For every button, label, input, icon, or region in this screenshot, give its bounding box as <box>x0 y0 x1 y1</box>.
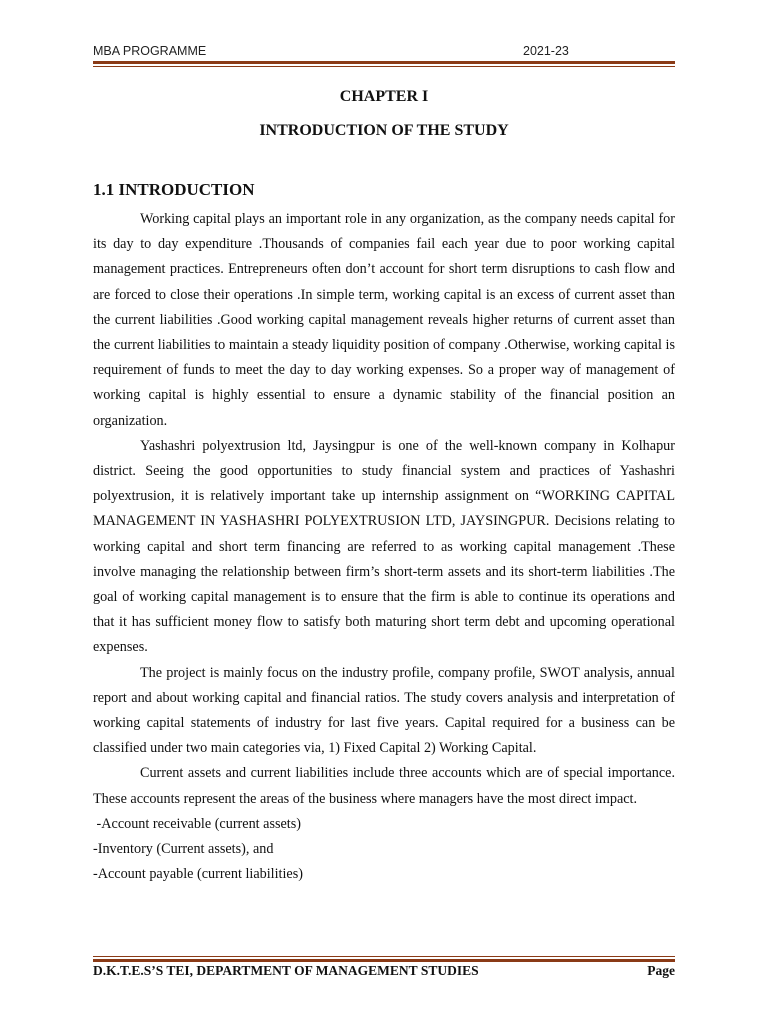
footer-page-label: Page <box>647 963 675 978</box>
paragraph: Working capital plays an important role in any organization, as the company needs capital for its day to day expenditure .Thousands of companies fail each year due to poor working capital management practices. Entrepreneurs often don’t account for short term disruptions to cash flow and are forced to close their operations .In simple term, working capital is an excess of current asset than the current liabilities .Good working capital management reveals higher returns of current asset than the current liabilities to maintain a steady liquidity position of company .Otherwise, working capital is requirement of funds to meet the day to day working expenses. So a proper way of management of working capital is highly essential to ensure a dynamic stability of the financial position an organization. <box>93 211 675 429</box>
footer-department: D.K.T.E.S’S TEI, DEPARTMENT OF MANAGEMENT STUDIES <box>93 963 479 978</box>
list-item: -Account payable (current liabilities) <box>93 866 303 883</box>
header-program: MBA PROGRAMME <box>93 44 207 58</box>
chapter-title: INTRODUCTION OF THE STUDY <box>259 122 509 139</box>
list-item: -Inventory (Current assets), and <box>93 841 274 858</box>
footer-rule <box>93 956 675 963</box>
list-item: -Account receivable (current assets) <box>93 815 301 832</box>
header-rule <box>93 61 675 68</box>
section-heading: 1.1 INTRODUCTION <box>93 180 255 199</box>
body-text <box>93 207 675 887</box>
paragraph: Yashashri polyextrusion ltd, Jaysingpur is one of the well-known company in Kolhapur district. Seeing the good opportunities to study financial system and practices of Yashashri polyextrusion, it is relatively important take up internship assignment on “WORKING CAPITAL MANAGEMENT IN YASHASHRI POLYEXTRUSION LTD, JAYSINGPUR. Decisions relating to working capital and short term financing are referred to as working capital management .These involve managing the relationship between firm’s short-term assets and its short-term liabilities .The goal of working capital management is to ensure that the firm is able to continue its operations and that it has sufficient money flow to satisfy both maturing short term debt and upcoming operational expenses. <box>93 437 675 656</box>
paragraph: Current assets and current liabilities include three accounts which are of special importance. These accounts represent the areas of the business where managers have the most direct impact. <box>93 765 675 807</box>
chapter-number: CHAPTER I <box>339 88 429 105</box>
paragraph: The project is mainly focus on the industry profile, company profile, SWOT analysis, annual report and about working capital and financial ratios. The study covers analysis and interpretation of working capital statements of industry for last five years. Capital required for a business can be classified under two main categories via, 1) Fixed Capital 2) Working Capital. <box>93 664 675 757</box>
header-year: 2021-23 <box>523 44 569 58</box>
